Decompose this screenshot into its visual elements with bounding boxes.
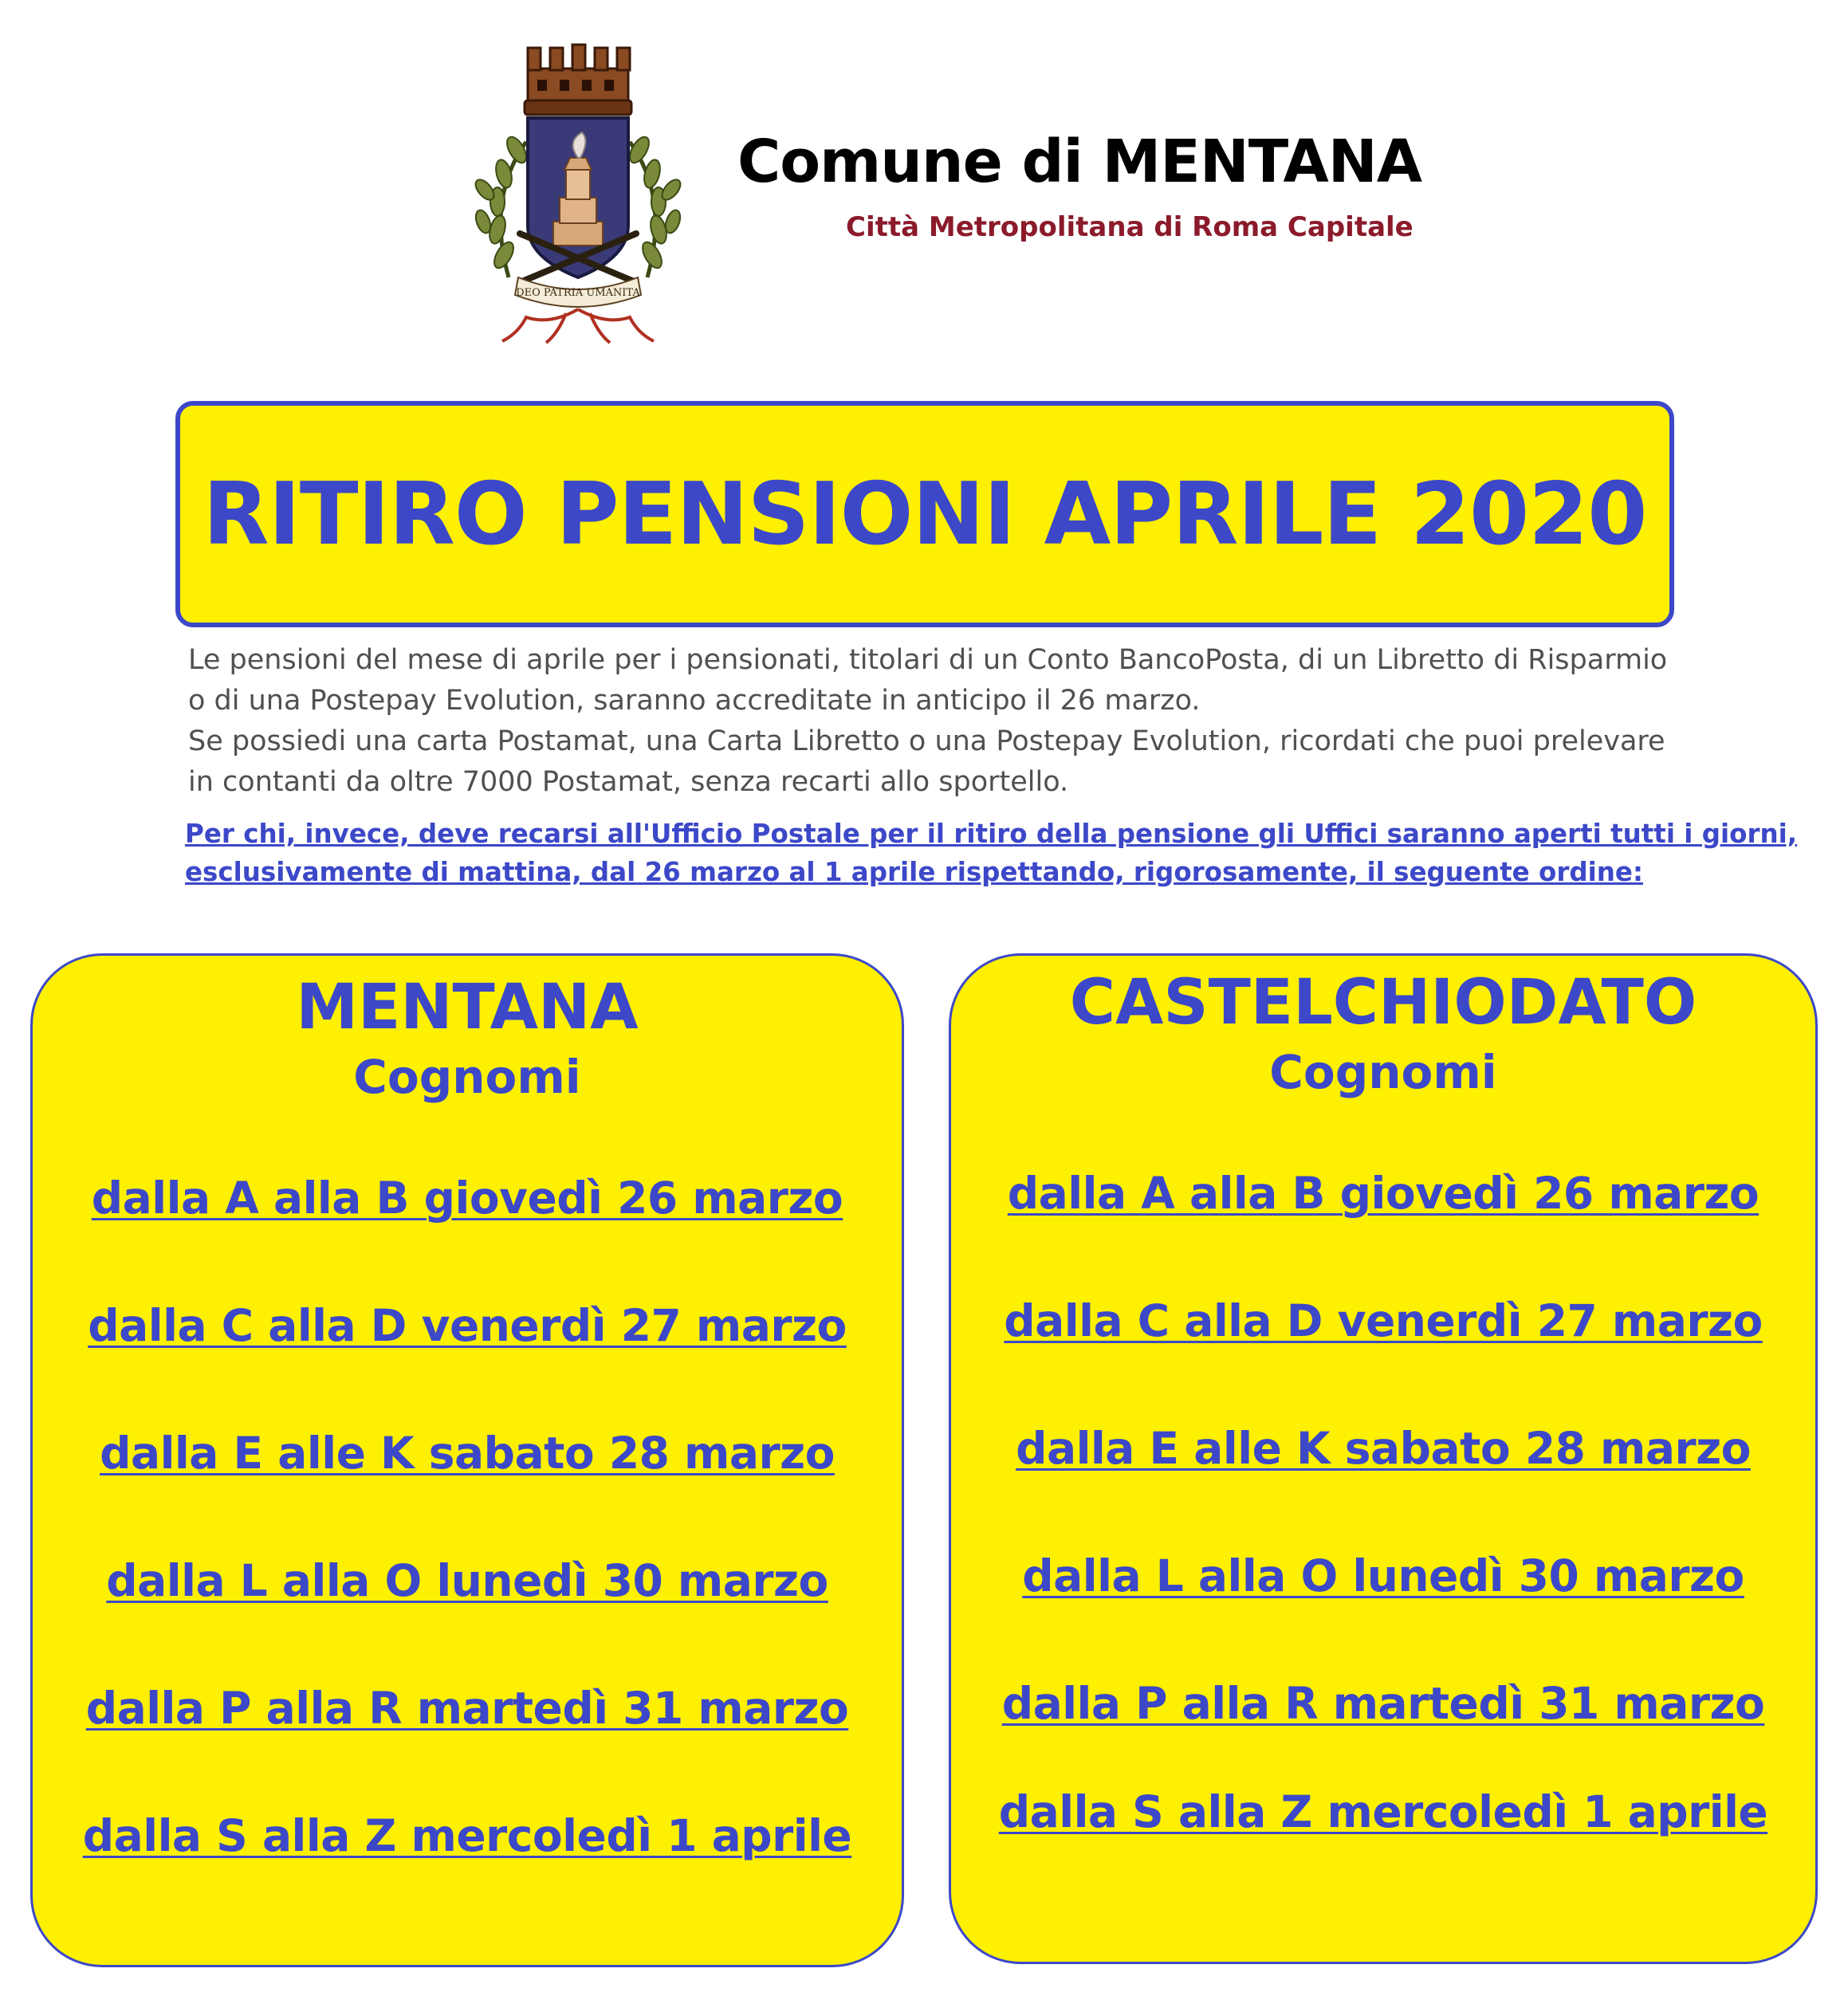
card-subtitle: Cognomi [353, 1050, 581, 1104]
page-title: RITIRO PENSIONI APRILE 2020 [202, 464, 1647, 564]
schedule-row: dalla E alle K sabato 28 marzo [1016, 1423, 1751, 1474]
card-title: MENTANA [296, 972, 639, 1043]
schedule-row: dalla E alle K sabato 28 marzo [100, 1428, 835, 1479]
schedule-row: dalla C alla D venerdì 27 marzo [1004, 1295, 1763, 1346]
crest-motto: DEO PATRIA UMANITA [516, 287, 640, 299]
schedule-row: dalla P alla R martedì 31 marzo [85, 1683, 849, 1734]
schedule-row: dalla S alla Z mercoledì 1 aprile [82, 1810, 852, 1861]
notice-paragraph [185, 815, 1798, 891]
card-subtitle: Cognomi [1269, 1045, 1497, 1099]
laurel-right-icon [626, 134, 684, 277]
schedule-row: dalla P alla R martedì 31 marzo [1001, 1678, 1765, 1729]
laurel-left-icon [472, 134, 530, 277]
shield-icon [528, 118, 628, 277]
info-line: Le pensioni del mese di aprile per i pensionati, titolari di un Conto BancoPosta, di un Libretto di Risparmio [188, 644, 1668, 676]
info-line: Se possiedi una carta Postamat, una Carta Libretto o una Postepay Evolution, ricordati che puoi prelevare [188, 725, 1665, 757]
notice-line: esclusivamente di mattina, dal 26 marzo al 1 aprile rispettando, rigorosamente, il seguente ordine: [185, 857, 1643, 887]
info-line: o di una Postepay Evolution, saranno accreditate in anticipo il 26 marzo. [188, 685, 1201, 717]
schedule-row: dalla L alla O lunedì 30 marzo [106, 1555, 828, 1606]
crown-icon [525, 45, 631, 115]
schedule-row: dalla S alla Z mercoledì 1 aprile [998, 1786, 1768, 1837]
schedule-row: dalla L alla O lunedì 30 marzo [1022, 1550, 1744, 1601]
mentana-crest-logo [470, 38, 686, 346]
notice-line: Per chi, invece, deve recarsi all'Ufficio Postale per il ritiro della pensione gli Uffici saranno aperti tutti i giorni, [185, 819, 1798, 849]
schedule-row: dalla A alla B giovedì 26 marzo [1007, 1168, 1760, 1219]
schedule-row: dalla C alla D venerdì 27 marzo [88, 1300, 847, 1351]
card-title: CASTELCHIODATO [1069, 967, 1697, 1039]
schedule-card-mentana [30, 953, 904, 1967]
title-banner [175, 401, 1674, 627]
schedule-row: dalla A alla B giovedì 26 marzo [91, 1173, 843, 1224]
schedule-card-castelchiodato [949, 953, 1818, 1964]
info-paragraph [188, 640, 1687, 803]
org-subtitle: Città Metropolitana di Roma Capitale [846, 211, 1414, 243]
bow-ribbon-icon [502, 309, 654, 343]
org-title: Comune di MENTANA [737, 128, 1421, 196]
info-line: in contanti da oltre 7000 Postamat, senza recarti allo sportello. [188, 766, 1069, 798]
